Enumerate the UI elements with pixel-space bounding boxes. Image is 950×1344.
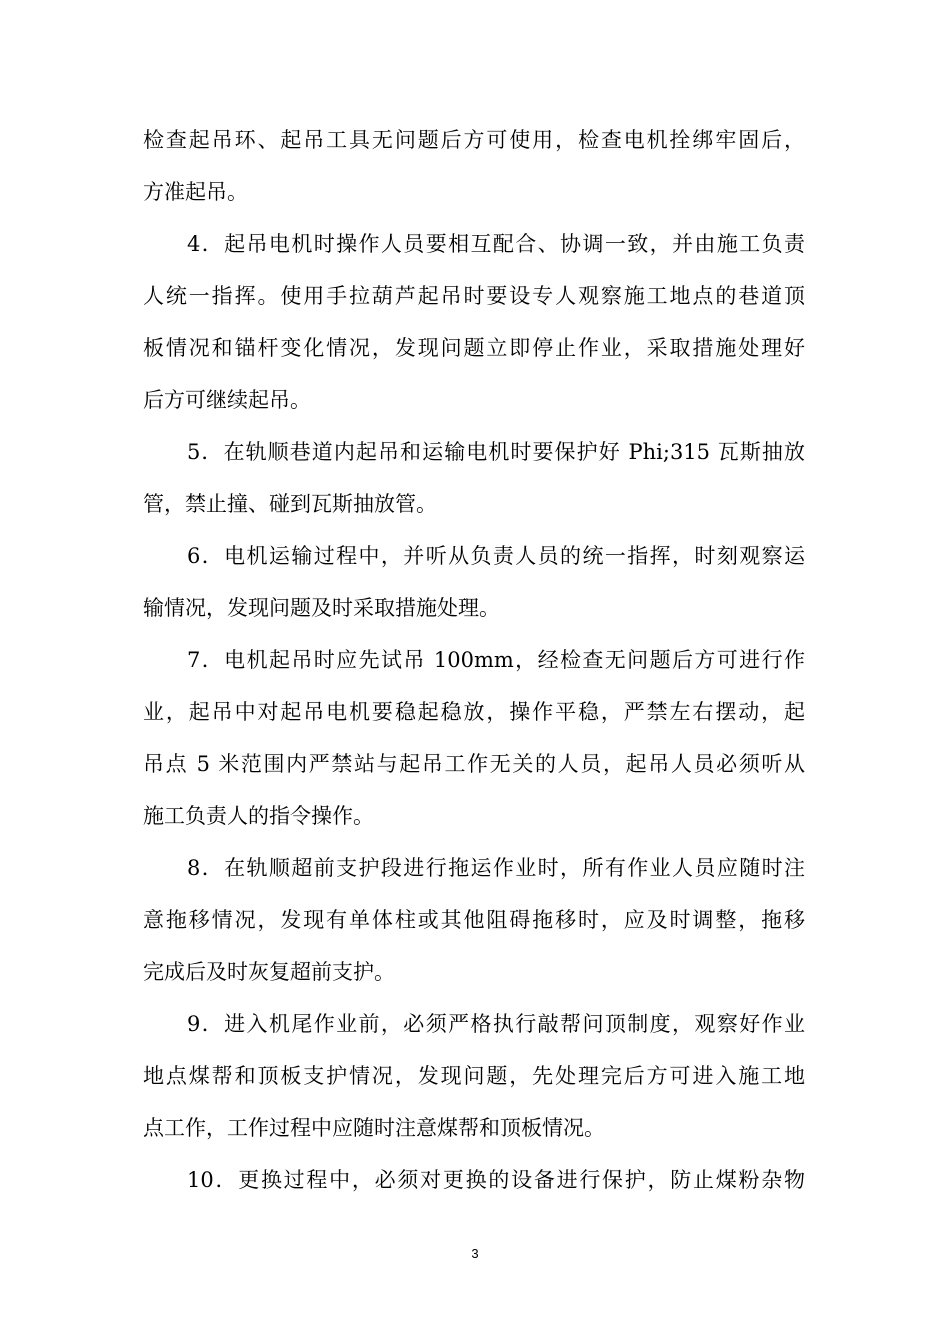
text-line: 人统一指挥。使用手拉葫芦起吊时要设专人观察施工地点的巷道顶	[143, 284, 805, 308]
paragraph-start-line: 4．起吊电机时操作人员要相互配合、协调一致，并由施工负责	[187, 232, 805, 256]
text-line: 检查起吊环、起吊工具无问题后方可使用，检查电机拴绑牢固后，	[143, 128, 805, 152]
body-text	[143, 114, 805, 1206]
text-line: 完成后及时灰复超前支护。	[143, 960, 395, 984]
paragraph-start-line: 8．在轨顺超前支护段进行拖运作业时，所有作业人员应随时注	[187, 856, 805, 880]
text-line: 点工作，工作过程中应随时注意煤帮和顶板情况。	[143, 1116, 605, 1140]
text-line: 管，禁止撞、碰到瓦斯抽放管。	[143, 492, 437, 516]
paragraph-start-line: 5．在轨顺巷道内起吊和运输电机时要保护好 Phi;315 瓦斯抽放	[187, 440, 805, 464]
text-line: 意拖移情况，发现有单体柱或其他阻碍拖移时，应及时调整，拖移	[143, 908, 805, 932]
text-line: 吊点 5 米范围内严禁站与起吊工作无关的人员，起吊人员必须听从	[143, 752, 805, 776]
paragraph-start-line: 10．更换过程中，必须对更换的设备进行保护，防止煤粉杂物	[187, 1168, 805, 1192]
paragraph-start-line: 9．进入机尾作业前，必须严格执行敲帮问顶制度，观察好作业	[187, 1012, 805, 1036]
paragraph-start-line: 7．电机起吊时应先试吊 100mm，经检查无问题后方可进行作	[187, 648, 805, 672]
text-line: 板情况和锚杆变化情况，发现问题立即停止作业，采取措施处理好	[143, 336, 805, 360]
text-line: 方准起吊。	[143, 180, 248, 204]
paragraph-start-line: 6．电机运输过程中，并听从负责人员的统一指挥，时刻观察运	[187, 544, 805, 568]
text-line: 施工负责人的指令操作。	[143, 804, 374, 828]
text-line: 业，起吊中对起吊电机要稳起稳放，操作平稳，严禁左右摆动，起	[143, 700, 805, 724]
text-line: 后方可继续起吊。	[143, 388, 311, 412]
text-line: 输情况，发现问题及时采取措施处理。	[143, 596, 500, 620]
text-line: 地点煤帮和顶板支护情况，发现问题，先处理完后方可进入施工地	[143, 1064, 805, 1088]
page-number: 3	[471, 1246, 479, 1261]
